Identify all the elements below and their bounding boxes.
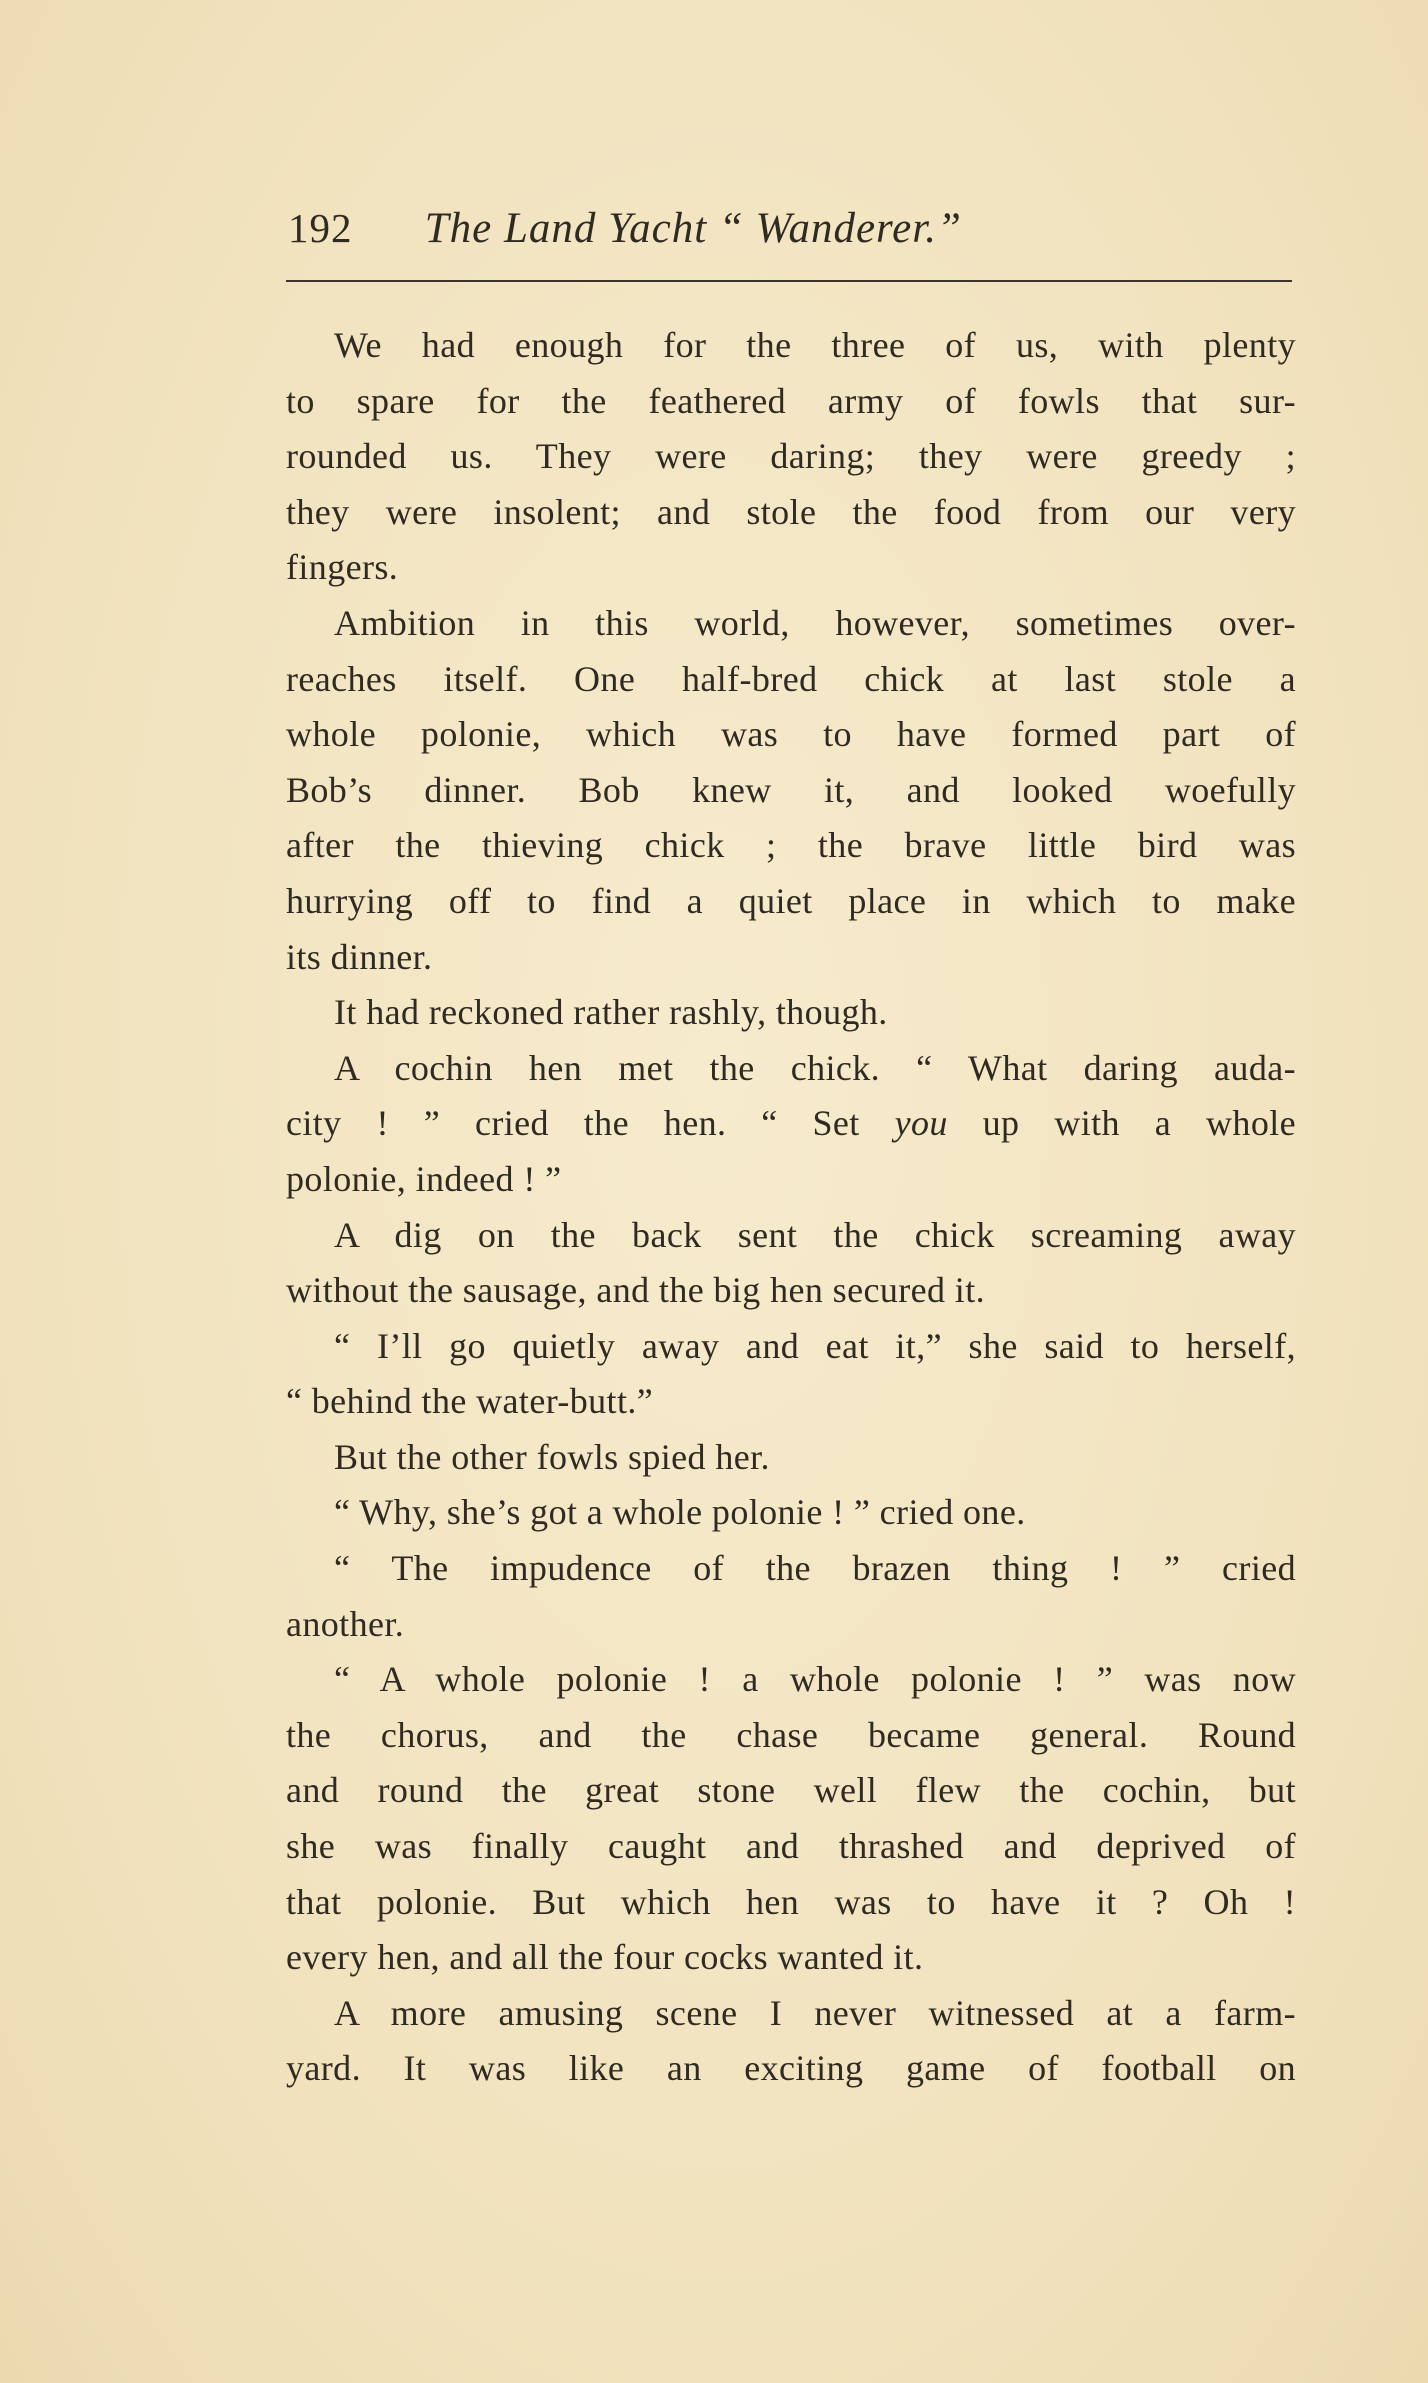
text-line: that polonie. But which hen was to have it ? Oh ! — [286, 1881, 1296, 1922]
text-line: A dig on the back sent the chick screaming away — [334, 1214, 1296, 1255]
text-line: without the sausage, and the big hen secured it. — [286, 1270, 986, 1311]
running-title: The Land Yacht “ Wanderer.” — [424, 205, 962, 252]
text-line: fingers. — [286, 547, 399, 588]
text-line: polonie, indeed ! ” — [286, 1158, 562, 1199]
page-number: 192 — [288, 205, 353, 251]
text-line: A more amusing scene I never witnessed at a farm- — [334, 1992, 1296, 2033]
text-line: she was finally caught and thrashed and deprived of — [286, 1826, 1296, 1867]
italic-emphasis: you — [894, 1103, 948, 1144]
text-line: reaches itself. One half-bred chick at last stole a — [286, 658, 1296, 699]
text-line: after the thieving chick ; the brave little bird was — [286, 825, 1296, 866]
text-line: Bob’s dinner. Bob knew it, and looked woefully — [286, 769, 1296, 810]
text-line: “ The impudence of the brazen thing ! ” cried — [334, 1548, 1296, 1589]
body-text — [286, 318, 1296, 2097]
text-line: “ A whole polonie ! a whole polonie ! ” was now — [334, 1659, 1296, 1700]
text-line: We had enough for the three of us, with plenty — [334, 325, 1296, 365]
text-line: every hen, and all the four cocks wanted it. — [286, 1937, 924, 1978]
text-line: But the other fowls spied her. — [334, 1436, 770, 1477]
text-line: “ behind the water-butt.” — [286, 1381, 654, 1422]
text-line: another. — [286, 1603, 405, 1644]
text-line: city ! ” cried the hen. “ Set you up with a whole — [286, 1103, 1297, 1144]
italic-fragment: “ Set — [761, 1103, 895, 1144]
text-line: its dinner. — [286, 936, 433, 977]
text-line: “ I’ll go quietly away and eat it,” she said to herself, — [334, 1325, 1296, 1366]
text-line: Ambition in this world, however, sometimes over- — [334, 602, 1296, 643]
text-line: A cochin hen met the chick. “ What daring auda- — [334, 1047, 1296, 1088]
text-line: whole polonie, which was to have formed part of — [286, 714, 1296, 755]
italic-fragment: up with a whole — [947, 1103, 1297, 1144]
text-line: yard. It was like an exciting game of football on — [286, 2048, 1296, 2089]
text-line: “ Why, she’s got a whole polonie ! ” cried one. — [334, 1492, 1026, 1533]
text-line: hurrying off to find a quiet place in which to make — [286, 880, 1296, 921]
text-line: rounded us. They were daring; they were greedy ; — [286, 436, 1296, 477]
text-line: to spare for the feathered army of fowls that sur- — [286, 380, 1296, 421]
text-line: and round the great stone well flew the cochin, but — [286, 1770, 1296, 1811]
page-header — [288, 198, 1288, 258]
text-line: they were insolent; and stole the food from our very — [286, 491, 1296, 532]
text-line: the chorus, and the chase became general. Round — [286, 1714, 1296, 1755]
text-line: It had reckoned rather rashly, though. — [334, 992, 888, 1033]
header-rule — [286, 280, 1292, 282]
